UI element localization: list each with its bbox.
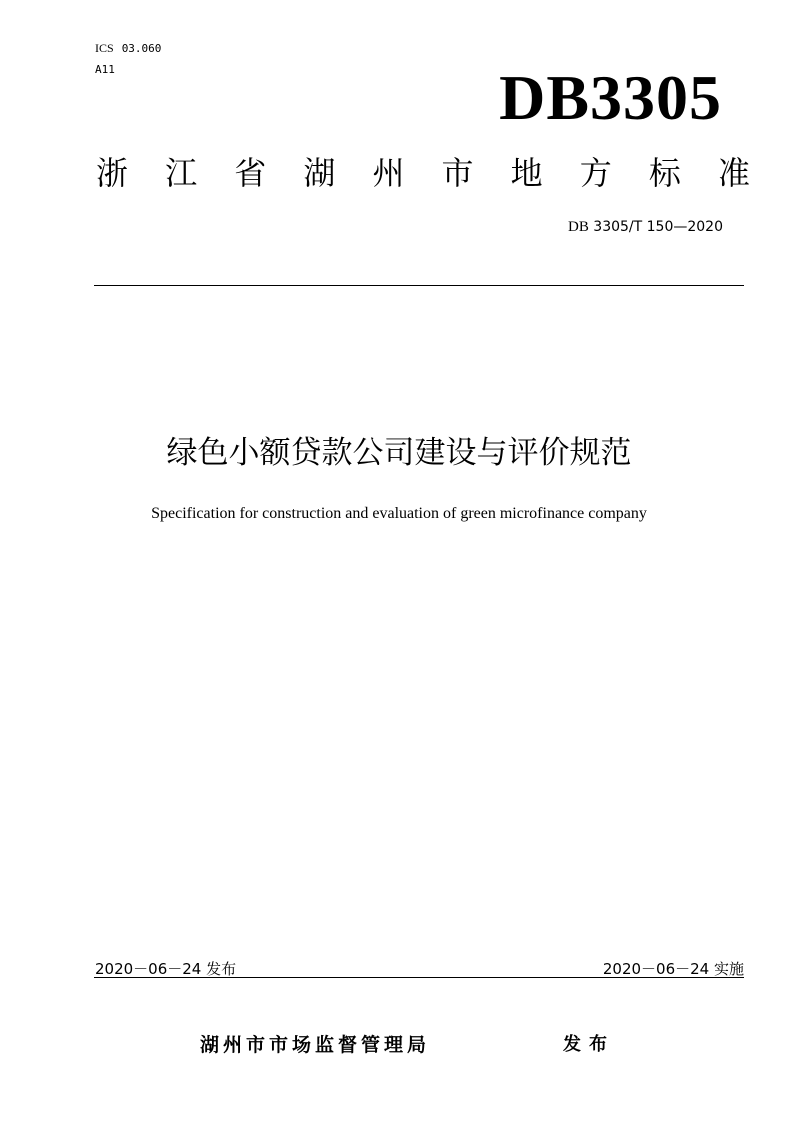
category-char: 准 bbox=[717, 154, 750, 192]
issue-label: 发布 bbox=[563, 1034, 615, 1055]
ics-line bbox=[95, 41, 161, 56]
category-char: 江 bbox=[165, 154, 198, 192]
ics-label: ICS bbox=[95, 41, 114, 55]
top-divider bbox=[94, 285, 744, 286]
ics-number: 03.060 bbox=[121, 42, 162, 55]
category-char: 湖 bbox=[303, 154, 336, 192]
standard-category bbox=[96, 154, 750, 192]
implementation-date: 2020－06－24 实施 bbox=[602, 960, 744, 978]
category-char: 地 bbox=[510, 154, 543, 192]
category-char: 州 bbox=[372, 154, 405, 192]
category-char: 市 bbox=[441, 154, 474, 192]
document-title-english: Specification for construction and evaluation of green microfinance company bbox=[151, 505, 647, 522]
classification-code: A11 bbox=[95, 63, 115, 76]
category-char: 标 bbox=[648, 154, 681, 192]
document-title-chinese: 绿色小额贷款公司建设与评价规范 bbox=[166, 435, 632, 471]
bottom-divider bbox=[94, 977, 744, 978]
issuing-authority: 湖州市市场监督管理局 bbox=[200, 1034, 431, 1056]
standard-number bbox=[568, 219, 723, 236]
standard-number-value: 3305/T 150—2020 bbox=[593, 219, 723, 235]
category-char: 省 bbox=[234, 154, 267, 192]
category-char: 方 bbox=[579, 154, 612, 192]
standard-number-prefix: DB bbox=[568, 219, 589, 235]
category-char: 浙 bbox=[96, 154, 129, 192]
standard-code-heading: DB3305 bbox=[499, 62, 722, 133]
issue-date: 2020－06－24 发布 bbox=[95, 960, 237, 978]
